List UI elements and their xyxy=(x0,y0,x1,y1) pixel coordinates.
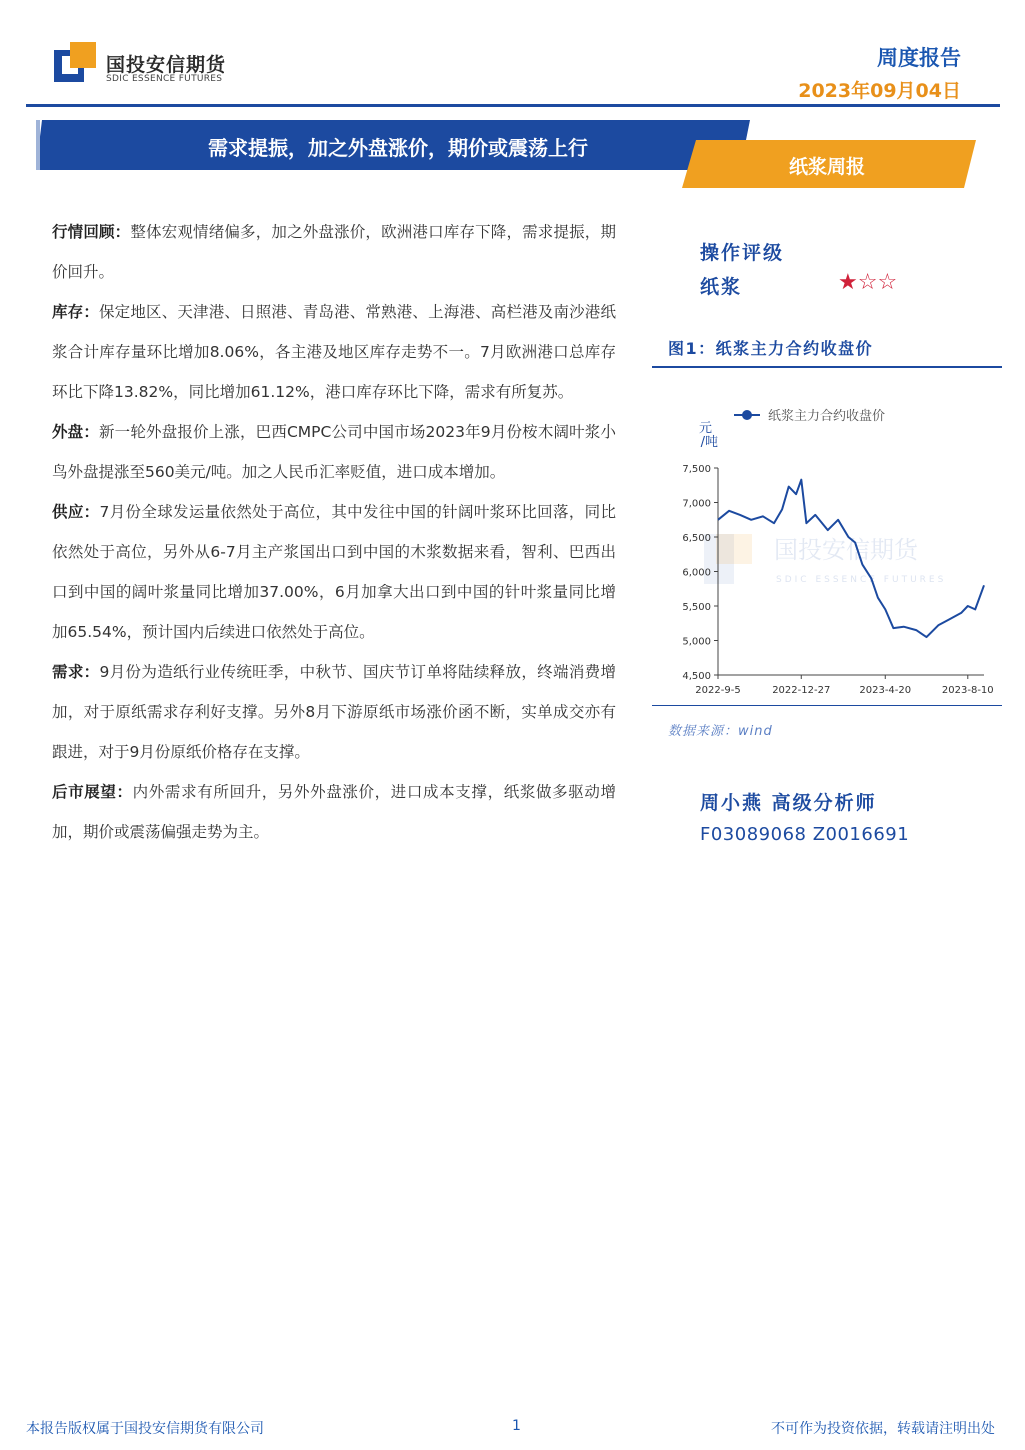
section-text: 保定地区、天津港、日照港、青岛港、常熟港、上海港、高栏港及南沙港纸浆合计库存量环比增加8.06%，各主港及地区库存走势不一。7月欧洲港口总库存环比下降13.82%，同比增加61.12%，港口库存环比下降，需求有所复苏。 xyxy=(52,303,616,401)
analyst-name: 周小燕 高级分析师 xyxy=(700,792,877,814)
section-demand xyxy=(52,652,616,772)
figure-title: 图1：纸浆主力合约收盘价 xyxy=(668,339,874,358)
y-tick-label: 5,000 xyxy=(682,636,711,648)
company-logo-icon xyxy=(54,42,98,84)
section-text: 新一轮外盘报价上涨，巴西CMPC公司中国市场2023年9月份桉木阔叶浆小鸟外盘提涨至560美元/吨。加之人民币汇率贬值，进口成本增加。 xyxy=(52,423,616,481)
section-outlook xyxy=(52,772,616,852)
figure-bottom-rule xyxy=(652,705,1002,706)
header-divider xyxy=(26,104,1000,107)
section-text: 7月份全球发运量依然处于高位，其中发往中国的针阔叶浆环比回落，同比依然处于高位，另外从6-7月主产浆国出口到中国的木浆数据来看，智利、巴西出口到中国的阔叶浆量同比增加37.00%，6月加拿大出口到中国的针叶浆量同比增加65.54%，预计国内后续进口依然处于高位。 xyxy=(52,503,616,641)
report-headline: 需求提振，加之外盘涨价，期价或震荡上行 xyxy=(208,136,588,160)
footer-page-number: 1 xyxy=(512,1418,521,1434)
footer-copyright: 本报告版权属于国投安信期货有限公司 xyxy=(26,1421,264,1437)
figure-top-rule xyxy=(652,366,1002,368)
company-name-en: SDIC ESSENCE FUTURES xyxy=(106,74,223,84)
legend-marker xyxy=(742,410,752,420)
section-label: 外盘： xyxy=(52,423,99,441)
section-text: 内外需求有所回升，另外外盘涨价，进口成本支撑，纸浆做多驱动增加，期价或震荡偏强走势为主。 xyxy=(52,783,616,841)
watermark-en: SDIC ESSENCE FUTURES xyxy=(776,575,947,585)
section-label: 后市展望： xyxy=(52,783,133,801)
report-date: 2023年09月04日 xyxy=(798,80,961,102)
y-tick-label: 4,500 xyxy=(682,671,711,682)
footer-disclaimer: 不可作为投资依据，转载请注明出处 xyxy=(771,1421,995,1437)
section-inventory xyxy=(52,292,616,412)
chart-watermark xyxy=(704,534,946,585)
x-tick-label: 2023-8-10 xyxy=(941,685,994,696)
legend-label: 纸浆主力合约收盘价 xyxy=(768,409,886,424)
section-label: 需求： xyxy=(52,663,100,681)
section-market-review xyxy=(52,212,616,292)
y-axis-unit-line1: 元 xyxy=(698,421,712,436)
y-tick-label: 7,000 xyxy=(682,498,711,510)
section-supply xyxy=(52,492,616,652)
x-tick-label: 2023-4-20 xyxy=(859,685,912,696)
y-tick-label: 5,500 xyxy=(682,602,711,613)
report-type: 周度报告 xyxy=(877,46,961,70)
report-body xyxy=(52,212,616,852)
section-label: 库存： xyxy=(52,303,100,321)
rating-title: 操作评级 xyxy=(700,242,785,264)
report-category-tag: 纸浆周报 xyxy=(788,156,865,178)
y-tick-label: 6,500 xyxy=(682,533,711,544)
analyst-license-ids: F03089068 Z0016691 xyxy=(700,824,910,845)
company-name-cn: 国投安信期货 xyxy=(106,54,227,76)
y-axis-unit-line2: /吨 xyxy=(700,435,718,450)
data-source: 数据来源：wind xyxy=(668,724,773,739)
x-tick-label: 2022-12-27 xyxy=(772,685,831,696)
pulp-price-chart xyxy=(652,370,1002,705)
section-external-quote xyxy=(52,412,616,492)
rating-item: 纸浆 xyxy=(700,276,743,298)
rating-stars-icon: ★☆☆ xyxy=(838,270,898,295)
section-label: 行情回顾： xyxy=(52,223,131,241)
section-text: 9月份为造纸行业传统旺季，中秋节、国庆节订单将陆续释放，终端消费增加，对于原纸需求存利好支撑。另外8月下游原纸市场涨价函不断，实单成交亦有跟进，对于9月份原纸价格存在支撑。 xyxy=(52,663,616,761)
x-tick-label: 2022-9-5 xyxy=(695,685,741,696)
section-text: 整体宏观情绪偏多，加之外盘涨价，欧洲港口库存下降，需求提振，期价回升。 xyxy=(52,223,616,281)
y-tick-label: 7,500 xyxy=(682,464,711,475)
watermark-cn: 国投安信期货 xyxy=(774,536,918,564)
y-tick-label: 6,000 xyxy=(682,567,711,579)
section-label: 供应： xyxy=(52,503,100,521)
